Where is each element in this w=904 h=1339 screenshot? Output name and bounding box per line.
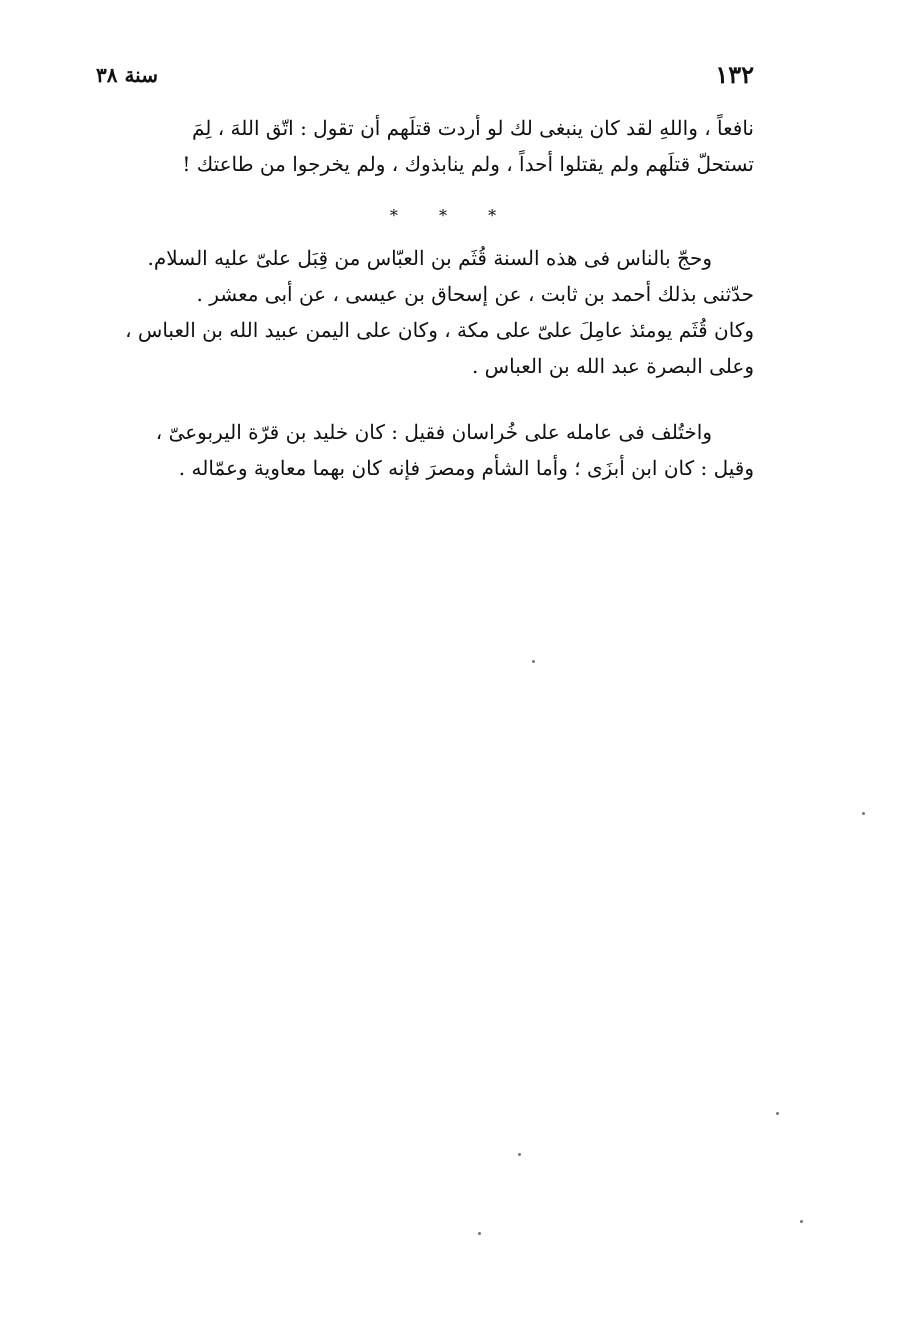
running-head-year: سنة ٣٨	[96, 63, 158, 87]
paper-speck	[518, 1153, 521, 1156]
page-header	[96, 58, 754, 92]
text-line: وعلى البصرة عبد الله بن العباس .	[471, 354, 754, 378]
text-line: تستحلّ قتلَهم ولم يقتلوا أحداً ، ولم ينابذوك ، ولم يخرجوا من طاعتك !	[182, 152, 754, 176]
paragraph-3	[96, 414, 754, 486]
page-number: ١٣٢	[715, 60, 754, 89]
text-line: وحجّ بالناس فى هذه السنة قُثَم بن العبّاس من قِبَل علىّ عليه السلام.	[147, 246, 712, 270]
text-line: وكان قُثَم يومئذ عامِلَ علىّ على مكة ، وكان على اليمن عبيد الله بن العباس ،	[125, 318, 754, 342]
paper-speck	[800, 1220, 803, 1223]
text-line: حدّثنى بذلك أحمد بن ثابت ، عن إسحاق بن عيسى ، عن أبى معشر .	[196, 282, 754, 306]
text-line: وقيل : كان ابن أبزَى ؛ وأما الشأم ومصرَ فإنه كان بهما معاوية وعمّاله .	[178, 456, 754, 480]
paragraph-2	[96, 240, 754, 384]
paper-speck	[532, 660, 535, 663]
paragraph-1	[96, 110, 754, 182]
paper-speck	[478, 1232, 481, 1235]
text-line: واختُلف فى عامله على خُراسان فقيل : كان خليد بن قرّة اليربوعىّ ،	[155, 420, 712, 444]
paper-speck	[776, 1112, 779, 1115]
section-separator: * * *	[389, 206, 515, 225]
paper-speck	[862, 812, 865, 815]
text-line: نافعاً ، واللهِ لقد كان ينبغى لك لو أردت قتلَهم أن تقول : اتّق اللهَ ، لِمَ	[191, 116, 754, 140]
